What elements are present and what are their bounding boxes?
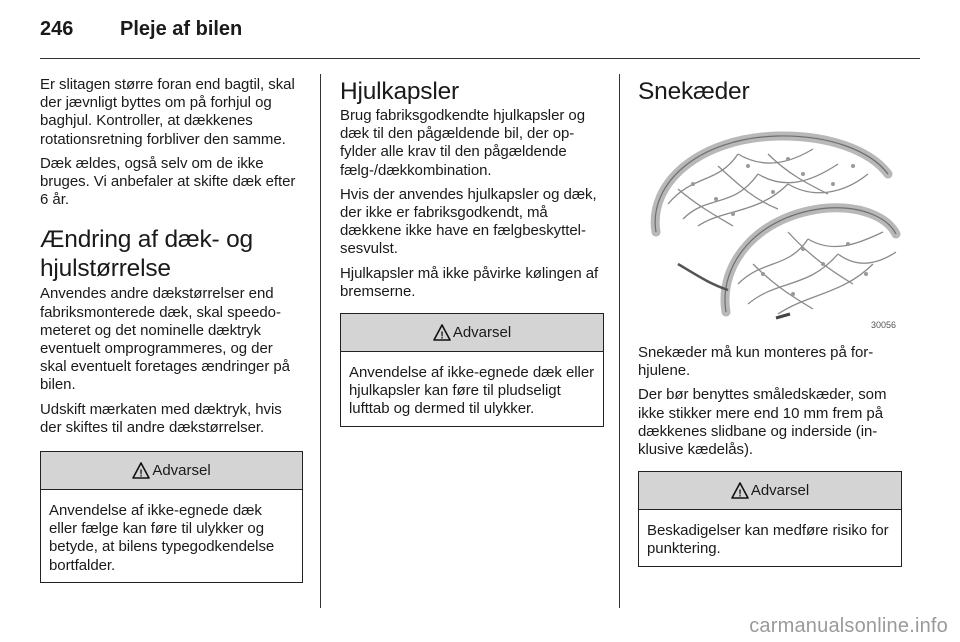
warning-header	[41, 452, 302, 490]
warning-header	[639, 472, 901, 510]
paragraph: Hjulkapsler må ikke påvirke kølingen af bremserne.	[340, 264, 599, 300]
paragraph: Dæk ældes, også selv om de ikke bruges. Vi anbefaler at skifte dæk efter 6 år.	[40, 154, 296, 209]
svg-text:!: !	[139, 468, 143, 480]
paragraph: Er slitagen større foran end bagtil, skal der jævnligt byttes om på forhjul og baghjul. Kontroller, at dækkenes rotationsretning forbliver den samme.	[40, 76, 295, 148]
warning-box	[340, 313, 604, 427]
paragraph: Brug fabriksgodkendte hjulkapsler og dæk til den pågældende bil, der opfylder alle krav til den pågældende fælg-/dækkombination.	[340, 107, 586, 179]
page-number: 246	[40, 18, 74, 40]
column-1	[40, 76, 303, 583]
header-rule	[40, 58, 920, 59]
warning-box	[40, 451, 303, 583]
warning-text: Anvendelse af ikke-egnede dæk eller hjulkapsler kan føre til pludseligt lufttab og dermed til ulykker.	[349, 364, 595, 418]
column-divider-1	[320, 74, 321, 608]
warning-text: Anvendelse af ikke-egnede dæk eller fælge kan føre til ulykker og betyde, at bilens typegodkendelse bortfalder.	[49, 502, 275, 574]
paragraph: Anvendes andre dækstørrelser end fabriksmonterede dæk, skal speedometeret og det nominelle dæktryk eventuelt omprogrammeres, og der skal eventuelt foretages ændringer på bilen.	[40, 285, 290, 394]
column-divider-2	[619, 74, 620, 608]
column-3	[638, 76, 902, 567]
warning-box	[638, 471, 902, 566]
page-title: Pleje af bilen	[120, 18, 243, 40]
warning-title: Advarsel	[452, 324, 512, 342]
warning-title: Advarsel	[152, 462, 211, 480]
warning-header	[341, 314, 603, 352]
svg-text:!: !	[440, 330, 444, 342]
section-heading: Snekæder	[638, 78, 750, 105]
warning-title: Advarsel	[750, 482, 810, 500]
watermark: carmanualsonline.info	[749, 615, 948, 637]
column-2	[340, 76, 604, 427]
paragraph: Udskift mærkaten med dæktryk, hvis der skiftes til andre dækstørrelser.	[40, 400, 282, 436]
paragraph: Snekæder må kun monteres på forhjulene.	[638, 344, 874, 380]
figure-code: 30056	[870, 320, 896, 330]
paragraph: Der bør benyttes småledskæder, som ikke stikker mere end 10 mm frem på dækkenes slidbane og inderside (inklusive kædelås).	[638, 386, 887, 459]
snow-chain-illustration	[638, 114, 902, 332]
warning-text: Beskadigelser kan medføre risiko for punktering.	[647, 522, 889, 558]
section-heading: Ændring af dæk- og hjulstørrelse	[40, 226, 253, 283]
page-header	[40, 18, 242, 48]
warning-triangle-icon	[433, 324, 451, 341]
warning-triangle-icon	[731, 482, 749, 499]
warning-triangle-icon	[132, 462, 150, 479]
svg-text:!: !	[738, 488, 742, 500]
section-heading: Hjulkapsler	[340, 78, 459, 105]
snow-chain-image	[638, 114, 902, 332]
paragraph: Hvis der anvendes hjulkapsler og dæk, der ikke er fabriksgodkendt, må dækkene ikke have en fælgbeskyttelsesvulst.	[340, 185, 597, 258]
